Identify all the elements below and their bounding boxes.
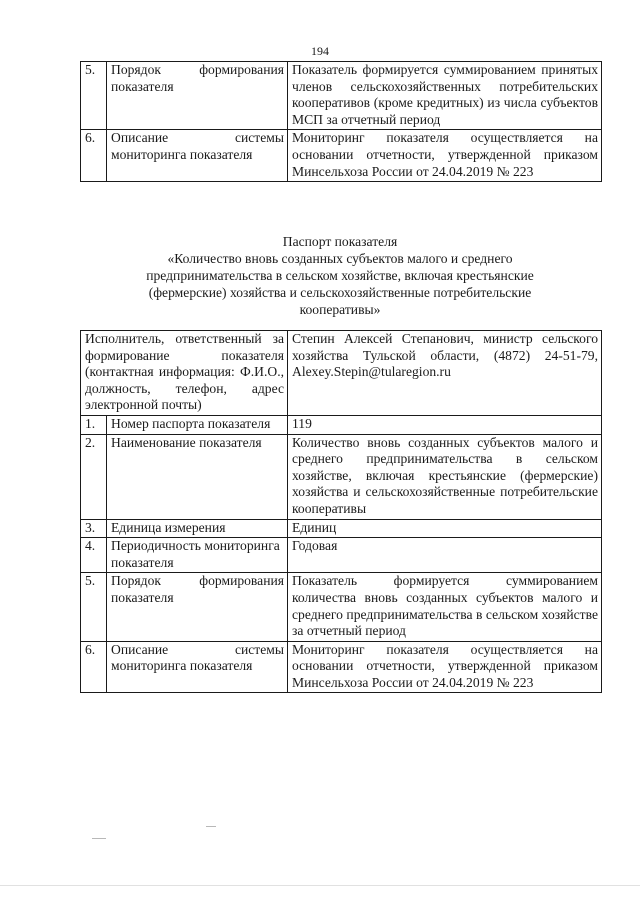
row-label: Наименование показателя (107, 434, 288, 519)
row-label: Описание системы мониторинга показателя (107, 641, 288, 693)
row-value: Показатель формируется суммированием принятых членов сельскохозяйственных потребительских кооперативов (кроме кредитных) из числа субъектов МСП за отчетный период (288, 62, 602, 130)
row-label: Единица измерения (107, 519, 288, 538)
passport-title: Паспорт показателя (282, 234, 398, 249)
table-row (81, 519, 602, 538)
scan-artifact (92, 838, 106, 839)
indicator-table-continued (80, 61, 602, 182)
row-number: 6. (81, 641, 107, 693)
executor-value: Степин Алексей Степанович, министр сельского хозяйства Тульской области, (4872) 24-51-79, Alexey.Stepin@tularegion.ru (288, 331, 602, 416)
row-label: Порядок формирования показателя (107, 573, 288, 641)
row-number: 4. (81, 538, 107, 573)
row-value: Количество вновь созданных субъектов малого и среднего предпринимательства в сельском хозяйстве, включая крестьянские (фермерские) хозяйства и сельскохозяйственные потребительские кооперативы (288, 434, 602, 519)
scan-artifact (206, 826, 216, 827)
row-label: Описание системы мониторинга показателя (107, 130, 288, 182)
row-value: Показатель формируется суммированием количества вновь созданных субъектов малого и среднего предпринимательства в сельском хозяйстве за отчетный период (288, 573, 602, 641)
row-value: Годовая (288, 538, 602, 573)
scan-artifact (0, 885, 640, 886)
row-value: Мониторинг показателя осуществляется на основании отчетности, утвержденной приказом Минсельхоза России от 24.04.2019 № 223 (288, 130, 602, 182)
row-number: 2. (81, 434, 107, 519)
page-number: 194 (311, 44, 329, 58)
row-number: 3. (81, 519, 107, 538)
table-row (81, 434, 602, 519)
executor-label: Исполнитель, ответственный за формирование показателя (контактная информация: Ф.И.О., должность, телефон, адрес электронной почты) (81, 331, 288, 416)
passport-heading (110, 233, 570, 318)
table-row (81, 130, 602, 182)
row-number: 5. (81, 573, 107, 641)
row-label: Порядок формирования показателя (107, 62, 288, 130)
table-row (81, 62, 602, 130)
row-value: Мониторинг показателя осуществляется на основании отчетности, утвержденной приказом Минсельхоза России от 24.04.2019 № 223 (288, 641, 602, 693)
row-value: 119 (288, 415, 602, 434)
row-number: 1. (81, 415, 107, 434)
row-label: Периодичность мониторинга показателя (107, 538, 288, 573)
indicator-passport-table (80, 330, 602, 693)
table-row (81, 641, 602, 693)
table-row (81, 331, 602, 416)
indicator-name: «Количество вновь созданных субъектов малого и среднего предпринимательства в сельском хозяйстве, включая крестьянские (фермерские) хозяйства и сельскохозяйственные потребительские кооперативы» (146, 251, 534, 317)
row-number: 5. (81, 62, 107, 130)
table-row (81, 538, 602, 573)
table-row (81, 573, 602, 641)
row-value: Единиц (288, 519, 602, 538)
row-number: 6. (81, 130, 107, 182)
table-row (81, 415, 602, 434)
row-label: Номер паспорта показателя (107, 415, 288, 434)
